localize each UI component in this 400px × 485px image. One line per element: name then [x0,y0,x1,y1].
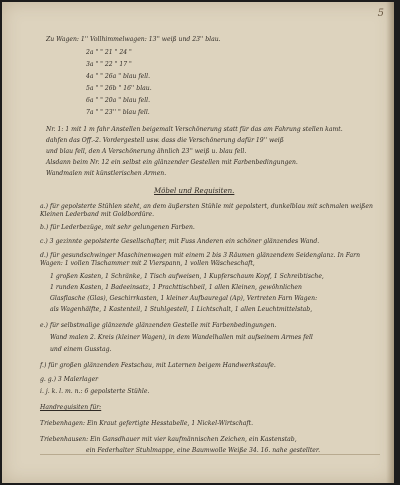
text-line: b.) für Lederbezüge, mit sehr gelungenen Farben. [40,224,195,231]
page-edge-shadow [386,2,394,483]
text-line: i. j. k. l. m. n.: 6 gepolsterte Stühle. [40,388,150,395]
text-line: g. g.) 3 Malerlager [40,376,99,383]
text-line: Triebenhausen: Ein Gansdhauer mit vier kaufmännischen Zeichen, ein Kastenstab, [40,436,297,443]
text-line: Wand malen 2. Kreis (kleiner Wagen), in dem Wandelhallen mit aufseinem Armes fell [50,334,313,341]
text-line: 2a " " 21 " 24 " [86,49,132,56]
text-line: 6a " " 20a " blau fell. [86,97,151,104]
text-line: 1 runden Kasten, 1 Badeeinsatz, 1 Prachttischbeil, 1 allen Kleinen, gewöhnlichen [50,284,302,291]
text-line: Triebenhagen: Ein Kraut gefertigte Hesstabelle, 1 Nickel-Wirtschaft. [40,420,254,427]
notebook-page [2,2,394,483]
text-line: a.) für gepolsterte Stühlen steht, an dem äußersten Stühle mit gepolstert, dunkelblau mit schmalen weißen Kleinen Lederband mit Goldbordüre. [40,203,373,218]
text-line: e.) für selbstmalige glänzende glänzenden Gestelle mit Farbenbedingungen. [40,322,277,329]
text-line: Glasflasche (Glas), Geschirrkasten, 1 kleiner Aufbauregal (Ap), Vertreten Farn Wagen: [50,295,318,302]
subheading: Handrequisiten für: [40,404,102,411]
text-line: und blau fell, den A Verschönerung ähnlich 23'' weiß u. blau fell. [46,148,247,155]
text-line: d.) für gesundschwinger Maschinenwagen mit einem 2 bis 3 Räumen glänzendem Seidenglanz. In Farn Wagen: 1 vollen Tischammer mit 2 Vierspann, 1 vollen Wäscheschaft, [40,252,361,267]
text-line: 5a " " 26b " 16'' blau. [86,85,152,92]
text-line: Alsdann beim Nr. 12 ein selbst ein glänzender Gestellen mit Farbenbedingungen. [46,159,298,166]
text-line: ein Federhalter Stuhlmappe, eine Baumwolle Weiße 34. 16. nahe gestellter. [86,447,321,454]
page-number: 5 [377,8,384,19]
text-line: 3a " " 22 " 17 " [86,61,132,68]
text-line: Wandmalen mit künstlerischen Armen. [46,170,167,177]
text-line: f.) für großen glänzenden Festschau, mit Laternen beigem Handwerkstaufe. [40,362,276,369]
page-rule [40,454,380,455]
text-line: als Wagenhälfte, 1 Kastenteil, 1 Stuhlgestell, 1 Lichtschalt, 1 allen Leuchtmittelstab, [50,306,313,313]
text-line: und einem Gusstag. [50,346,112,353]
text-line: 7a " " 23'' " blau fell. [86,109,150,116]
text-line: Zu Wagen: 1'' Vollhimmelwagen: 13'' weiß und 23'' blau. [46,36,221,43]
text-line: 1 großen Kasten, 1 Schränke, 1 Tisch aufweisen, 1 Kupferschaum Kopf, 1 Schreibtische, [50,273,324,280]
section-heading: Möbel und Requisiten. [154,187,235,195]
text-line: c.) 3 gezinnte gepolsterte Gesellschafter, mit Fuss Anderen ein schöner glänzendes Wand. [40,238,320,245]
text-line: dahfen das Off.-2. Vordergestell usw. dass die Verschönerung dafür 19'' weiß [46,137,284,144]
text-line: Nr. 1: 1 mit 1 m fahr Anstellen beigemalt Verschönerung statt für das am Fahrung stellen kamt. [46,126,343,133]
text-line: 4a " " 26a " blau fell. [86,73,151,80]
